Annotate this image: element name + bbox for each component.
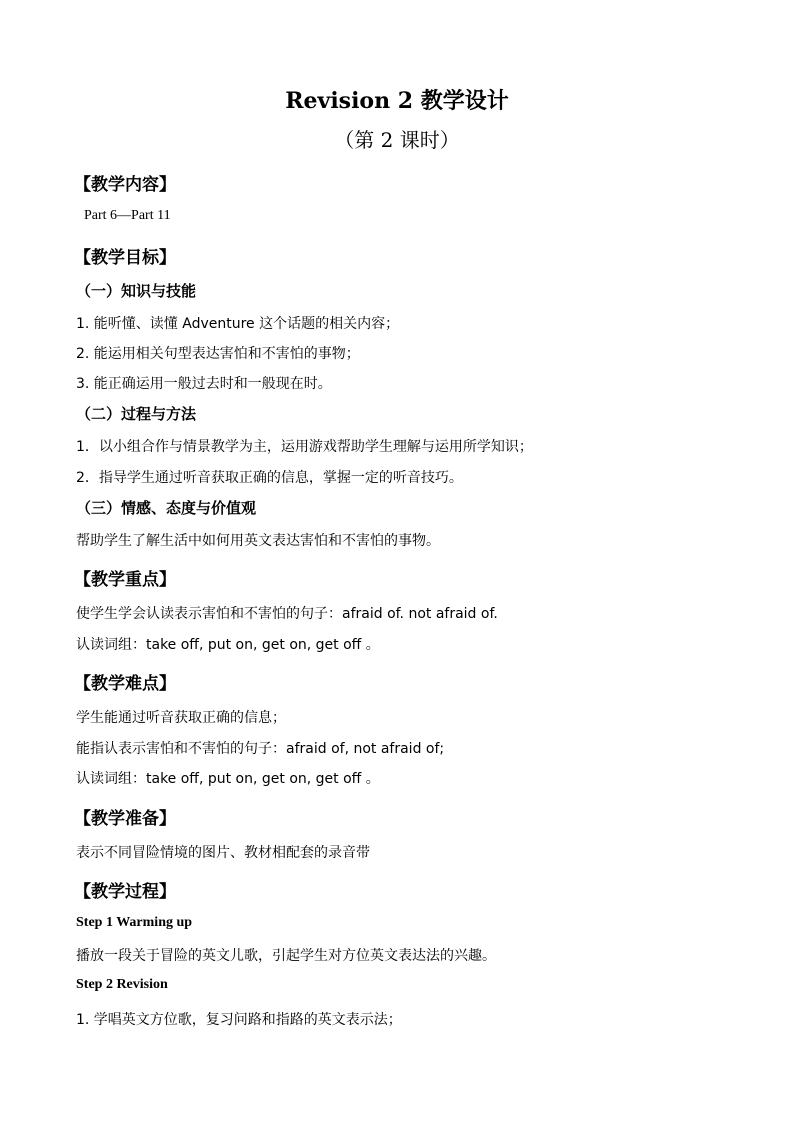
difficult-item-1: 学生能通过听音获取正确的信息； (76, 710, 286, 726)
difficult-heading: 【教学难点】 (74, 674, 176, 694)
document-subtitle: （第 2 课时） (334, 128, 460, 152)
content-text: Part 6—Part 11 (84, 208, 171, 223)
goal2-heading: （二）过程与方法 (76, 405, 197, 423)
step2-heading: Step 2 Revision (76, 977, 168, 992)
difficult-item-3: 认读词组：take off, put on, get on, get off 。 (76, 771, 380, 787)
step1-text: 播放一段关于冒险的英文儿歌，引起学生对方位英文表达法的兴趣。 (76, 948, 496, 964)
process-heading: 【教学过程】 (74, 882, 176, 902)
goal3-heading: （三）情感、态度与价值观 (76, 499, 257, 517)
difficult-item-2: 能指认表示害怕和不害怕的句子：afraid of, not afraid of; (76, 741, 445, 757)
content-heading: 【教学内容】 (74, 175, 176, 195)
step2-text: 1. 学唱英文方位歌，复习问路和指路的英文表示法； (76, 1012, 402, 1028)
goal1-item-2: 2. 能运用相关句型表达害怕和不害怕的事物； (76, 346, 360, 362)
goal1-item-3: 3. 能正确运用一般过去时和一般现在时。 (76, 376, 332, 392)
prep-text: 表示不同冒险情境的图片、教材相配套的录音带 (76, 845, 370, 861)
document-title: Revision 2 教学设计 (285, 88, 509, 114)
prep-heading: 【教学准备】 (74, 809, 176, 829)
goal2-item-2: 2．指导学生通过听音获取正确的信息，掌握一定的听音技巧。 (76, 470, 463, 486)
step1-heading: Step 1 Warming up (76, 915, 193, 930)
goal1-item-1: 1. 能听懂、读懂 Adventure 这个话题的相关内容； (76, 316, 400, 332)
goal3-text: 帮助学生了解生活中如何用英文表达害怕和不害怕的事物。 (76, 533, 440, 549)
goals-heading: 【教学目标】 (74, 248, 176, 268)
goal1-heading: （一）知识与技能 (76, 282, 197, 300)
key-item-1: 使学生学会认读表示害怕和不害怕的句子：afraid of. not afraid of. (76, 606, 498, 622)
key-item-2: 认读词组：take off, put on, get on, get off 。 (76, 637, 380, 653)
key-heading: 【教学重点】 (74, 570, 176, 590)
goal2-item-1: 1．以小组合作与情景教学为主，运用游戏帮助学生理解与运用所学知识； (76, 439, 533, 455)
